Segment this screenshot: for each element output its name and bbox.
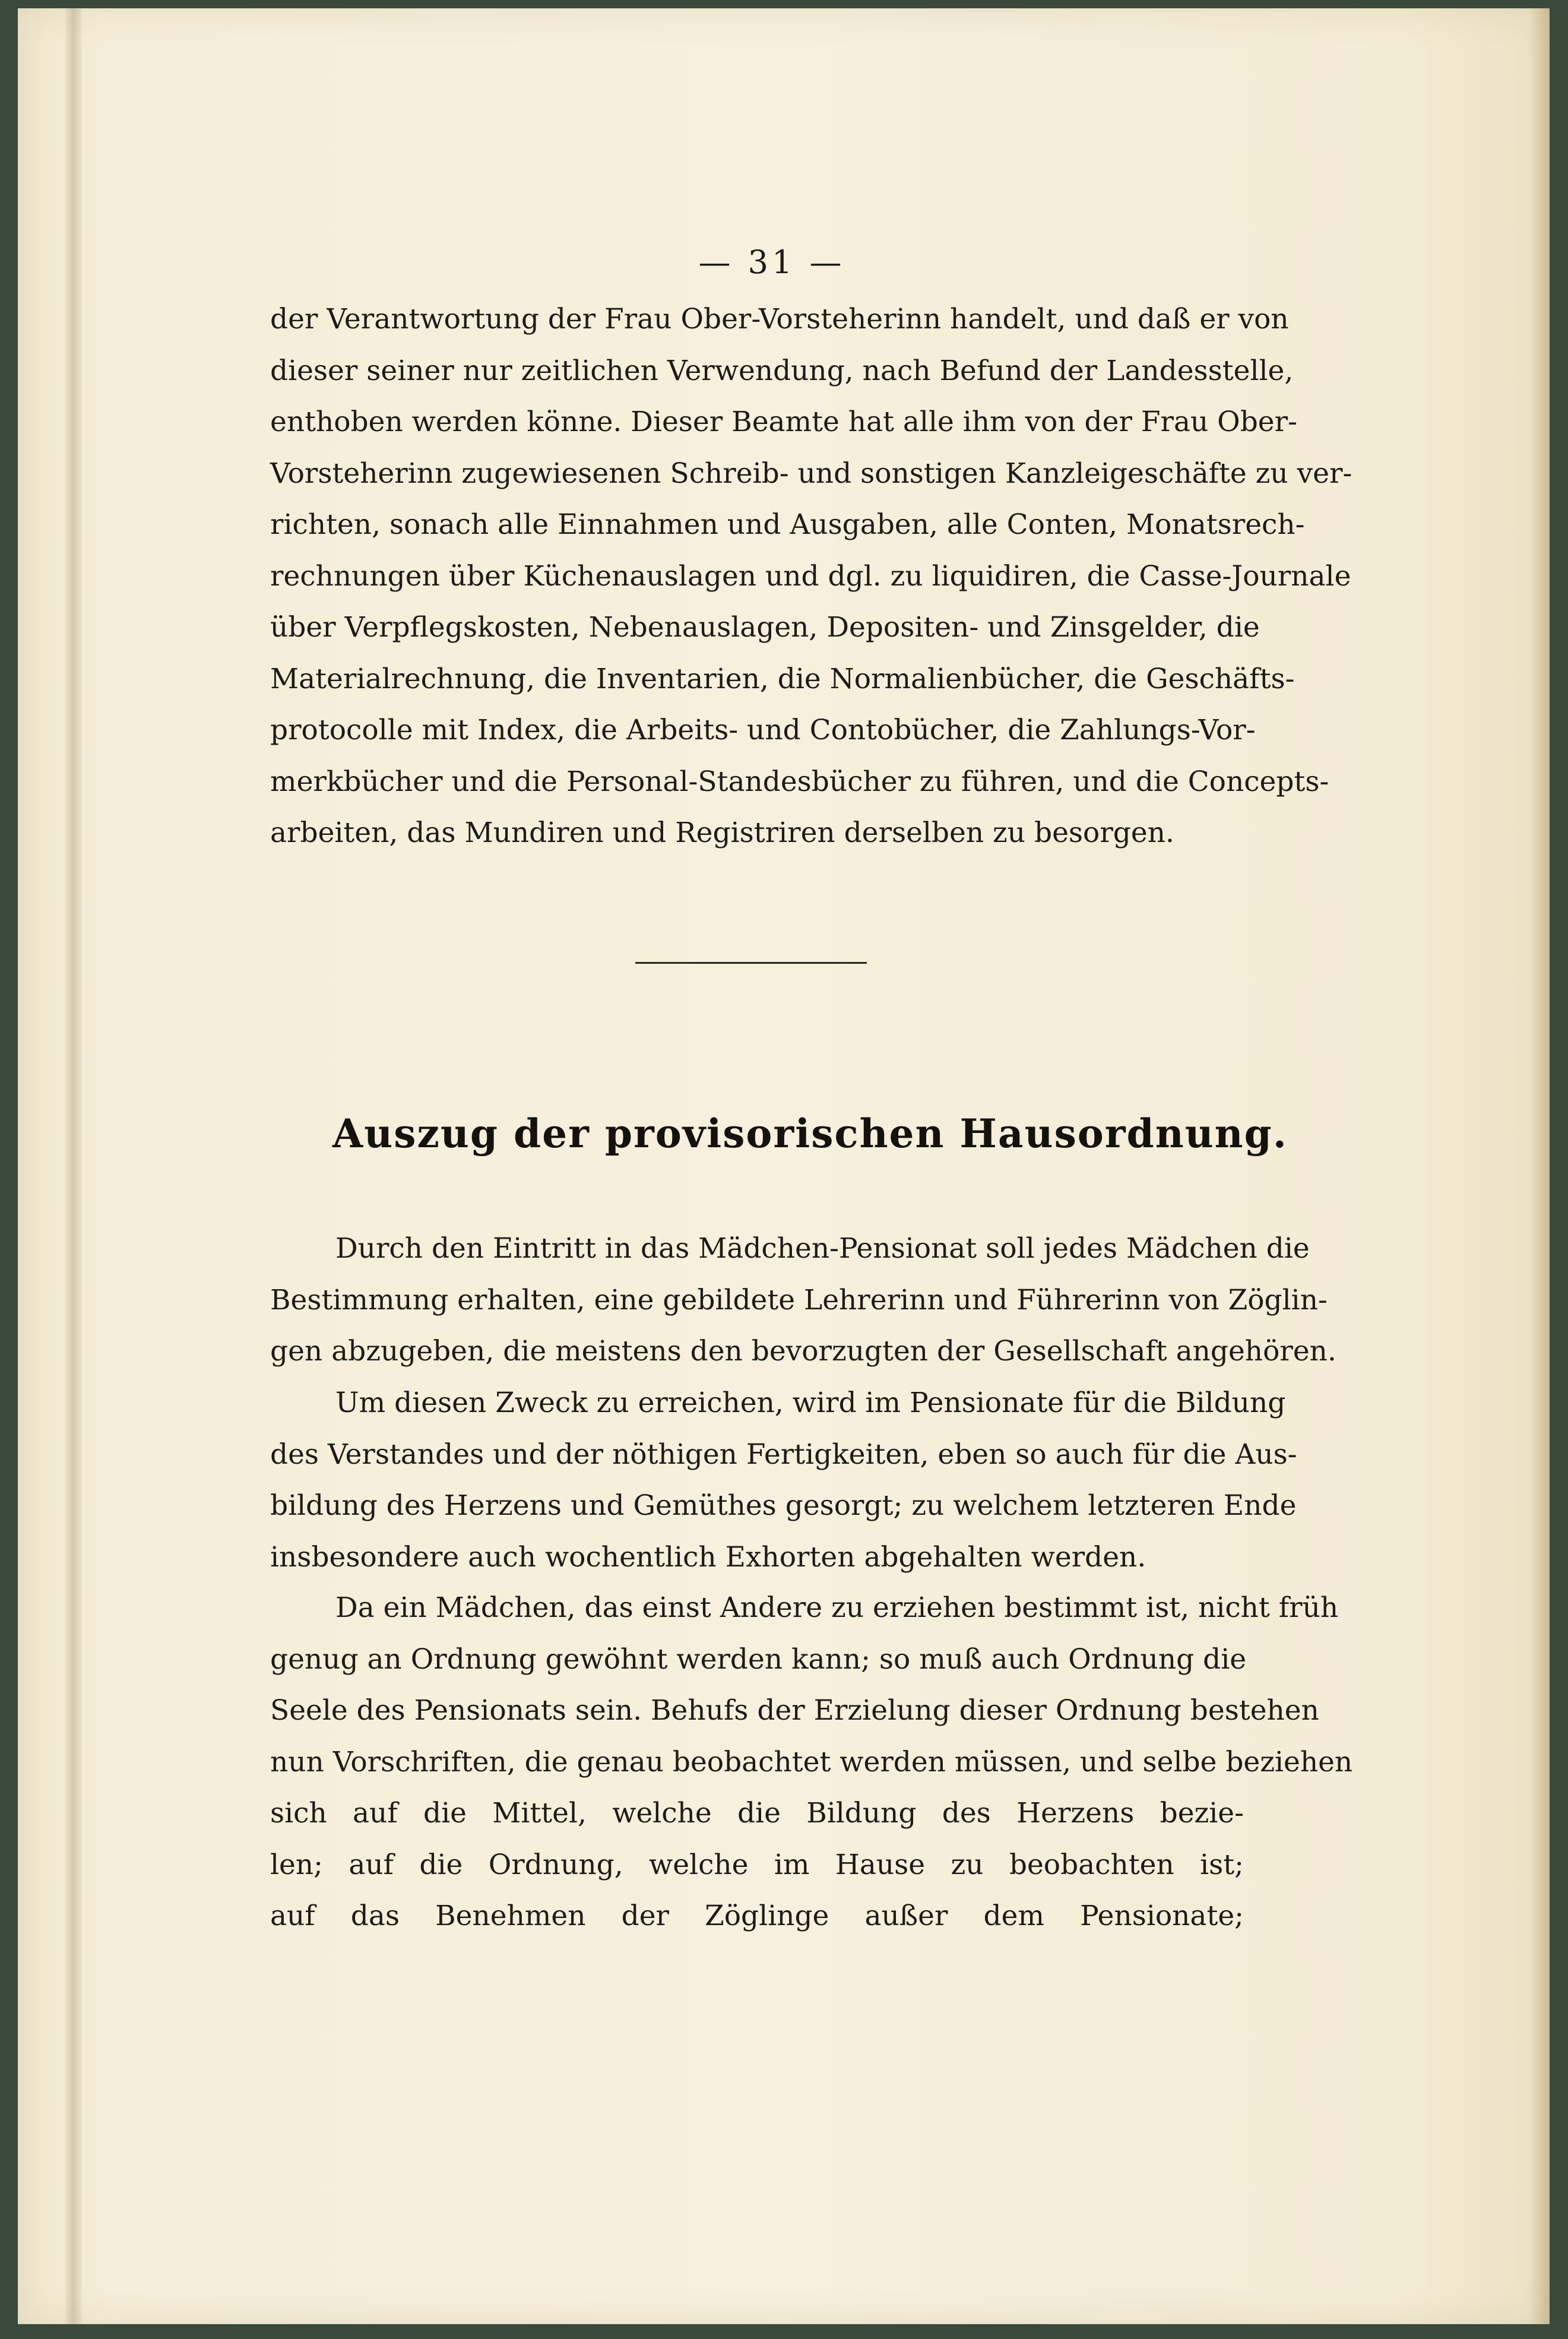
- text-line: Bestimmung erhalten, eine gebildete Lehrerinn und Führerinn von Zöglin-: [270, 1283, 1328, 1316]
- text-line: enthoben werden könne. Dieser Beamte hat alle ihm von der Frau Ober-: [270, 406, 1297, 438]
- section-divider: [635, 962, 867, 964]
- text-line: Vorsteherinn zugewiesenen Schreib- und sonstigen Kanzleigeschäfte zu ver-: [270, 457, 1352, 490]
- text-line: rechnungen über Küchenauslagen und dgl. zu liquidiren, die Casse-Journale: [270, 559, 1351, 593]
- text-line: sich auf die Mittel, welche die Bildung des Herzens bezie-: [270, 1797, 1244, 1830]
- paragraph-3: [270, 1378, 1297, 1583]
- section-heading: Auszug der provisorischen Hausordnung.: [332, 1110, 1288, 1157]
- text-line: Durch den Eintritt in das Mädchen-Pensionat soll jedes Mädchen die: [335, 1232, 1310, 1265]
- text-line: dieser seiner nur zeitlichen Verwendung, nach Befund der Landesstelle,: [270, 354, 1294, 387]
- page-edge: [1529, 8, 1550, 2324]
- text-line: Materialrechnung, die Inventarien, die Normalienbücher, die Geschäfts-: [270, 662, 1295, 695]
- text-line: Da ein Mädchen, das einst Andere zu erziehen bestimmt ist, nicht früh: [335, 1591, 1339, 1624]
- text-line: auf das Benehmen der Zöglinge außer dem Pensionate;: [270, 1900, 1244, 1932]
- text-line: des Verstandes und der nöthigen Fertigkeiten, eben so auch für die Aus-: [270, 1438, 1297, 1471]
- paragraph-4: [270, 1582, 1353, 1942]
- text-line: genug an Ordnung gewöhnt werden kann; so muß auch Ordnung die: [270, 1642, 1247, 1676]
- paragraph-1: [270, 294, 1352, 859]
- text-line: nun Vorschriften, die genau beobachtet werden müssen, und selbe beziehen: [270, 1745, 1353, 1778]
- text-line: arbeiten, das Mundiren und Registriren derselben zu besorgen.: [270, 816, 1174, 849]
- paragraph-2: [270, 1223, 1336, 1378]
- text-line: Seele des Pensionats sein. Behufs der Erzielung dieser Ordnung bestehen: [270, 1694, 1319, 1727]
- text-line: richten, sonach alle Einnahmen und Ausgaben, alle Conten, Monatsrech-: [270, 508, 1305, 541]
- text-line: über Verpflegskosten, Nebenauslagen, Depositen- und Zinsgelder, die: [270, 611, 1260, 644]
- text-line: len; auf die Ordnung, welche im Hause zu beobachten ist;: [270, 1848, 1244, 1881]
- text-line: der Verantwortung der Frau Ober-Vorsteherinn handelt, und daß er von: [270, 303, 1289, 336]
- text-line: merkbücher und die Personal-Standesbücher zu führen, und die Concepts-: [270, 765, 1329, 798]
- text-line: bildung des Herzens und Gemüthes gesorgt; zu welchem letzteren Ende: [270, 1489, 1297, 1522]
- text-line: insbesondere auch wochentlich Exhorten abgehalten werden.: [270, 1540, 1146, 1574]
- page-number: — 31 —: [698, 243, 845, 281]
- text-line: protocolle mit Index, die Arbeits- und Contobücher, die Zahlungs-Vor-: [270, 714, 1256, 746]
- page-gutter: [65, 8, 82, 2324]
- text-line: Um diesen Zweck zu erreichen, wird im Pensionate für die Bildung: [335, 1387, 1286, 1419]
- text-line: gen abzugeben, die meistens den bevorzugten der Gesellschaft angehören.: [270, 1335, 1336, 1368]
